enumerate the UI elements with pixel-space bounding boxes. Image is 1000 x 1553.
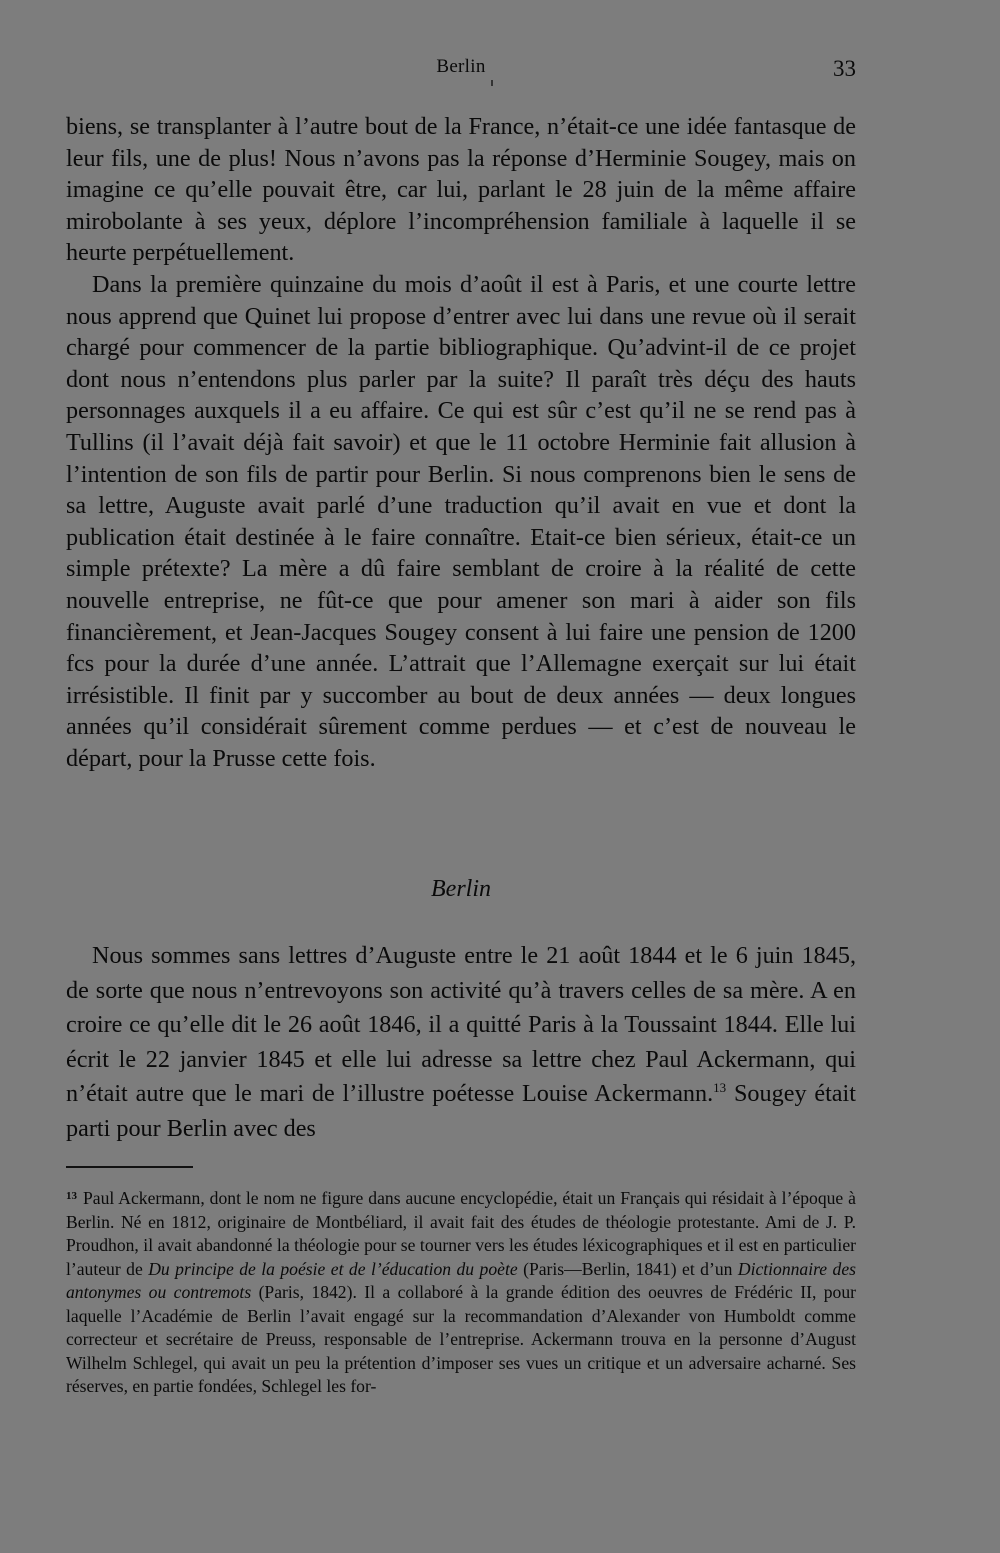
section-text	[66, 939, 856, 1147]
footnote-book-title-1: Du principe de la poésie et de l’éducation du poète	[148, 1258, 518, 1279]
paragraph-1: biens, se transplanter à l’autre bout de la France, n’était-ce une idée fantasque de leur fils, une de plus! Nous n’avons pas la réponse d’Herminie Sougey, mais on imagine ce qu’elle pouvait être, car lui, parlant le 28 juin de la même affaire mirobolante à ses yeux, déplore l’incompréhension familiale à laquelle il se heurte perpétuellement.	[66, 113, 856, 267]
main-text	[66, 111, 856, 774]
section-paragraph	[66, 939, 856, 1147]
footnote-13	[66, 1185, 856, 1399]
section-paragraph-tail: Sougey était parti pour Berlin avec des	[66, 1080, 856, 1142]
page-number: 33	[833, 56, 856, 81]
footnote-separator	[66, 1166, 193, 1168]
section-title: Berlin	[431, 876, 491, 902]
page-header	[66, 52, 856, 86]
footnote-book-title-2: Dictionnaire des antonymes ou contremots	[66, 1258, 857, 1302]
footnote-number: 13	[66, 1190, 77, 1202]
running-head: Berlin	[436, 56, 486, 77]
footnote-reference: 13	[713, 1080, 727, 1096]
footnotes	[66, 1185, 856, 1399]
footnote-text-3: (Paris, 1842). Il a collaboré à la grande édition des oeuvres de Frédéric II, pour laquelle l’Académie de Berlin l’avait engagé sur la recommandation d’Alexander von Humboldt comme correcteur et secrétaire de Preuss, responsable de l’entreprise. Ackermann trouva en la personne d’August Wilhelm Schlegel, qui avait un peu la prétention d’imposer ses vues un critique et un adversaire acharné. Ses réserves, en partie fondées, Schlegel les for-	[66, 1282, 856, 1396]
footnote-text-2: (Paris—Berlin, 1841) et d’un	[517, 1258, 738, 1279]
paragraph-2: Dans la première quinzaine du mois d’août il est à Paris, et une courte lettre nous apprend que Quinet lui propose d’entrer avec lui dans une revue où il serait chargé pour commencer de la partie bibliographique. Qu’advint-il de ce projet dont nous n’entendons plus parler par la suite? Il paraît très déçu des hauts personnages auxquels il a eu affaire. Ce qui est sûr c’est qu’il ne se rend pas à Tullins (il l’avait déjà fait savoir) et que le 11 octobre Herminie fait allusion à l’intention de son fils de partir pour Berlin. Si nous comprenons bien le sens de sa lettre, Auguste avait parlé d’une traduction qu’il avait en vue et dont la publication était destinée à le faire connaître. Etait-ce bien sérieux, était-ce un simple prétexte? La mère a dû faire semblant de croire à la réalité de cette nouvelle entreprise, ne fût-ce que pour amener son mari à aider son fils financièrement, et Jean-Jacques Sougey consent à lui faire une pension de 1200 fcs pour la durée d’une année. L’attrait que l’Allemagne exerçait sur lui était irrésistible. Il finit par y succomber au bout de deux années — deux longues années qu’il considérait sûrement comme perdues — et c’est de nouveau le départ, pour la Prusse cette fois.	[66, 270, 856, 772]
scan-mark	[491, 80, 493, 86]
section-paragraph-text: Nous sommes sans lettres d’Auguste entre le 21 août 1844 et le 6 juin 1845, de sorte que nous n’entrevoyons son activité qu’à travers celles de sa mère. A en croire ce qu’elle dit le 26 août 1846, il a quitté Paris à la Toussaint 1844. Elle lui écrit le 22 janvier 1845 et elle lui adresse sa lettre chez Paul Ackermann, qui n’était autre que le mari de l’illustre poétesse Louise Ackermann.	[66, 942, 856, 1108]
footnote-text-1: Paul Ackermann, dont le nom ne figure dans aucune encyclopédie, était un Français qui résidait à l’époque à Berlin. Né en 1812, originaire de Montbéliard, il avait fait des études de théologie protestante. Ami de J. P. Proudhon, il avait abandonné la théologie pour se tourner vers les études léxicographiques et il est en particulier l’auteur de	[66, 1188, 856, 1279]
